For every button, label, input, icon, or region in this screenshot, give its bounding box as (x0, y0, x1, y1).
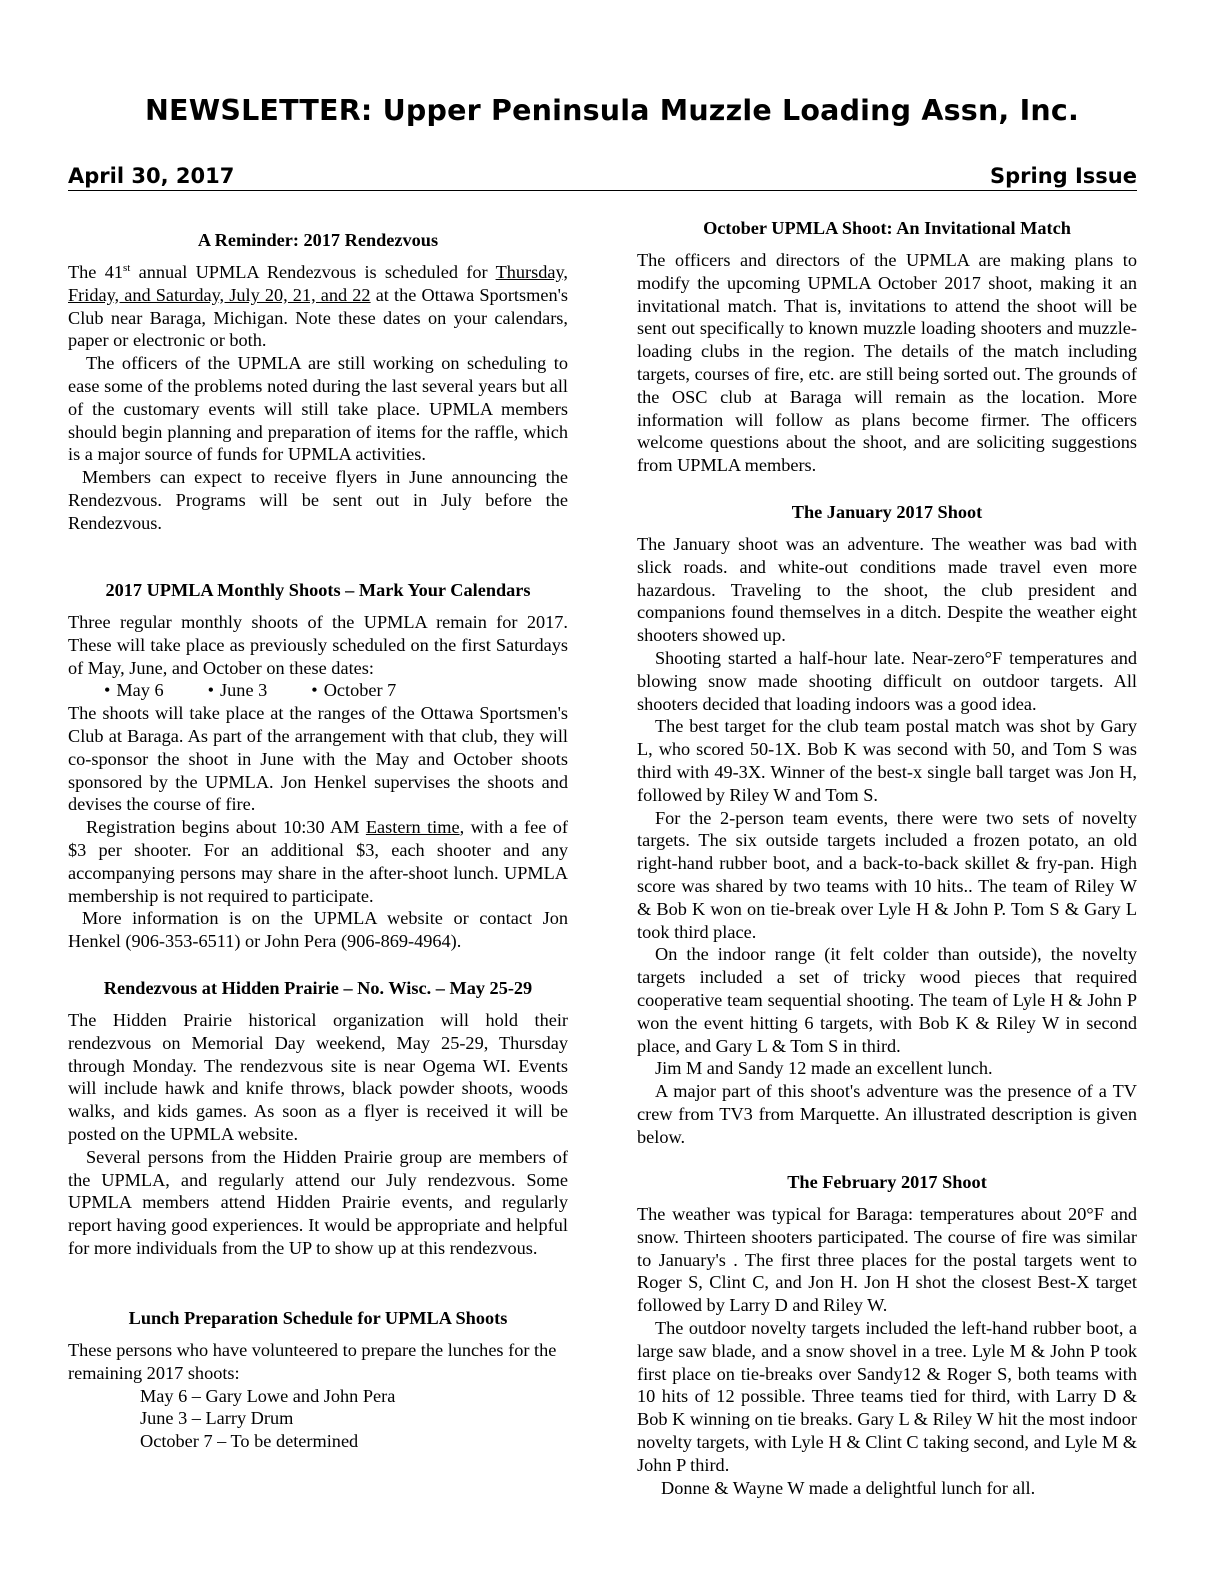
list-item: October 7 – To be determined (140, 1431, 359, 1452)
newsletter-masthead: NEWSLETTER: Upper Peninsula Muzzle Loading Assn, Inc. (144, 94, 1079, 127)
paragraph: Three regular monthly shoots of the UPMLA remain for 2017. These will take place as previously scheduled on the first Saturdays of May, June, and October on these dates: (68, 612, 568, 678)
paragraph: These persons who have volunteered to prepare the lunches for the remaining 2017 shoots: (68, 1340, 557, 1383)
section-title: Rendezvous at Hidden Prairie – No. Wisc. – May 25-29 (103, 978, 533, 998)
list-item: June 3 – Larry Drum (140, 1408, 294, 1429)
section-title: 2017 UPMLA Monthly Shoots – Mark Your Calendars (105, 580, 531, 600)
lunch-schedule-list (140, 1385, 568, 1453)
paragraph: The officers and directors of the UPMLA are making plans to modify the upcoming UPMLA October 2017 shoot, making it an invitational match. That is, invitations to attend the shoot will be sent out specifically to known muzzle loading shooters and muzzle-loading clubs in the region. The details of the match including targets, courses of fire, etc. are still being sorted out. The grounds of the OSC club at Baraga will remain as the location. More information will follow as plans become firmer. The officers welcome questions about the shoot, and are soliciting suggestions from UPMLA members. (637, 250, 1137, 476)
section-title: A Reminder: 2017 Rendezvous (197, 230, 439, 250)
section-title: The January 2017 Shoot (791, 502, 983, 522)
paragraph: The outdoor novelty targets included the left-hand rubber boot, a large saw blade, and a snow shovel in a tree. Lyle M & John P took first place on tie-breaks over Sandy12 & Roger S, both teams with 10 hits of 12 possible. Three teams tied for third, with Larry D & Bob K winning on tie breaks. Gary L & Riley W hit the most indoor novelty targets, with Lyle H & Clint C taking second, and Lyle M & John P third. (637, 1317, 1137, 1475)
paragraph: Jim M and Sandy 12 made an excellent lunch. (655, 1058, 993, 1079)
issue-name: Spring Issue (989, 164, 1137, 188)
paragraph: On the indoor range (it felt colder than outside), the novelty targets included a set of tricky wood pieces that required cooperative team sequential shooting. The team of Lyle H & John P won the event hitting 6 targets, with Bob K & Riley W in second place, and Gary L & Tom S in third. (637, 944, 1137, 1056)
paragraph: A major part of this shoot's adventure was the presence of a TV crew from TV3 from Marquette. An illustrated description is given below. (637, 1081, 1137, 1147)
paragraph: The officers of the UPMLA are still working on scheduling to ease some of the problems noted during the last several years but all of the customary events will still take place. UPMLA members should begin planning and preparation of items for the raffle, which is a major source of funds for UPMLA activities. (68, 353, 568, 465)
section-monthly-shoots (68, 578, 568, 953)
section-october-shoot (637, 216, 1137, 477)
paragraph: The weather was typical for Baraga: temperatures about 20°F and snow. Thirteen shooters participated. The course of fire was similar to January's . The first three places for the postal targets went to Roger S, Clint C, and Jon H. Jon H shot the closest Best-X target followed by Larry D and Riley W. (637, 1204, 1137, 1316)
section-title: The February 2017 Shoot (787, 1172, 987, 1192)
section-rendezvous-reminder (68, 228, 568, 535)
section-title: October UPMLA Shoot: An Invitational Match (703, 218, 1071, 238)
paragraph: The Hidden Prairie historical organization will hold their rendezvous on Memorial Day weekend, May 25-29, Thursday through Monday. The rendezvous site is near Ogema WI. Events will include hawk and knife throws, black powder shoots, woods walks, and kids games. As soon as a flyer is received it will be posted on the UPMLA website. (68, 1010, 568, 1144)
section-hidden-prairie (68, 976, 568, 1260)
list-item: • October 7 (311, 679, 396, 702)
section-january-shoot (637, 500, 1137, 1149)
list-item: • May 6 (104, 679, 164, 702)
paragraph: The January shoot was an adventure. The weather was bad with slick roads. and white-out conditions made travel even more hazardous. Traveling to the shoot, the club president and companions found themselves in a ditch. Despite the weather eight shooters showed up. (637, 534, 1137, 646)
paragraph: Shooting started a half-hour late. Near-zero°F temperatures and blowing snow made shooting difficult on outdoor targets. All shooters decided that loading indoors was a good idea. (637, 647, 1137, 714)
list-item: May 6 – Gary Lowe and John Pera (140, 1385, 396, 1406)
paragraph: More information is on the UPMLA website or contact Jon Henkel (906-353-6511) or John Pera (906-869-4964). (68, 908, 568, 952)
shoot-dates-list (104, 679, 568, 702)
paragraph: Registration begins about 10:30 AM Eastern time, with a fee of $3 per shooter. For an additional $3, each shooter and any accompanying persons may share in the after-shoot lunch. UPMLA membership is not required to participate. (68, 817, 568, 906)
paragraph: Several persons from the Hidden Prairie group are members of the UPMLA, and regularly attend our July rendezvous. Some UPMLA members attend Hidden Prairie events, and regularly report having good experiences. It would be appropriate and helpful for more individuals from the UP to show up at this rendezvous. (68, 1146, 568, 1258)
issue-date: April 30, 2017 (68, 164, 235, 188)
paragraph: For the 2-person team events, there were two sets of novelty targets. The six outside targets included a frozen potato, an old right-hand rubber boot, and a back-to-back skillet & fry-pan. High score was shared by two teams with 10 hits.. The team of Riley W & Bob K won on tie-break over Lyle H & John P. Tom S & Gary L took third place. (637, 807, 1137, 942)
section-lunch-schedule (68, 1306, 568, 1453)
paragraph: Donne & Wayne W made a delightful lunch for all. (661, 1477, 1036, 1498)
list-item: • June 3 (208, 679, 268, 702)
paragraph: The best target for the club team postal match was shot by Gary L, who scored 50-1X. Bob K was second with 50, and Tom S was third with 49-3X. Winner of the best-x single ball target was Jon H, followed by Riley W and Tom S. (637, 716, 1137, 805)
section-february-shoot (637, 1170, 1137, 1499)
section-title: Lunch Preparation Schedule for UPMLA Shoots (128, 1308, 508, 1328)
paragraph: Members can expect to receive flyers in June announcing the Rendezvous. Programs will be sent out in July before the Rendezvous. (68, 467, 568, 533)
paragraph: The shoots will take place at the ranges of the Ottawa Sportsmen's Club at Baraga. As part of the arrangement with that club, they will co-sponsor the shoot in June with the May and October shoots sponsored by the UPMLA. Jon Henkel supervises the shoots and devises the course of fire. (68, 703, 568, 815)
dateline (68, 164, 1137, 191)
paragraph: The 41st annual UPMLA Rendezvous is scheduled for Thursday, Friday, and Saturday, July 20, 21, and 22 at the Ottawa Sportsmen's Club near Baraga, Michigan. Note these dates on your calendars, paper or electronic or both. (68, 261, 568, 351)
